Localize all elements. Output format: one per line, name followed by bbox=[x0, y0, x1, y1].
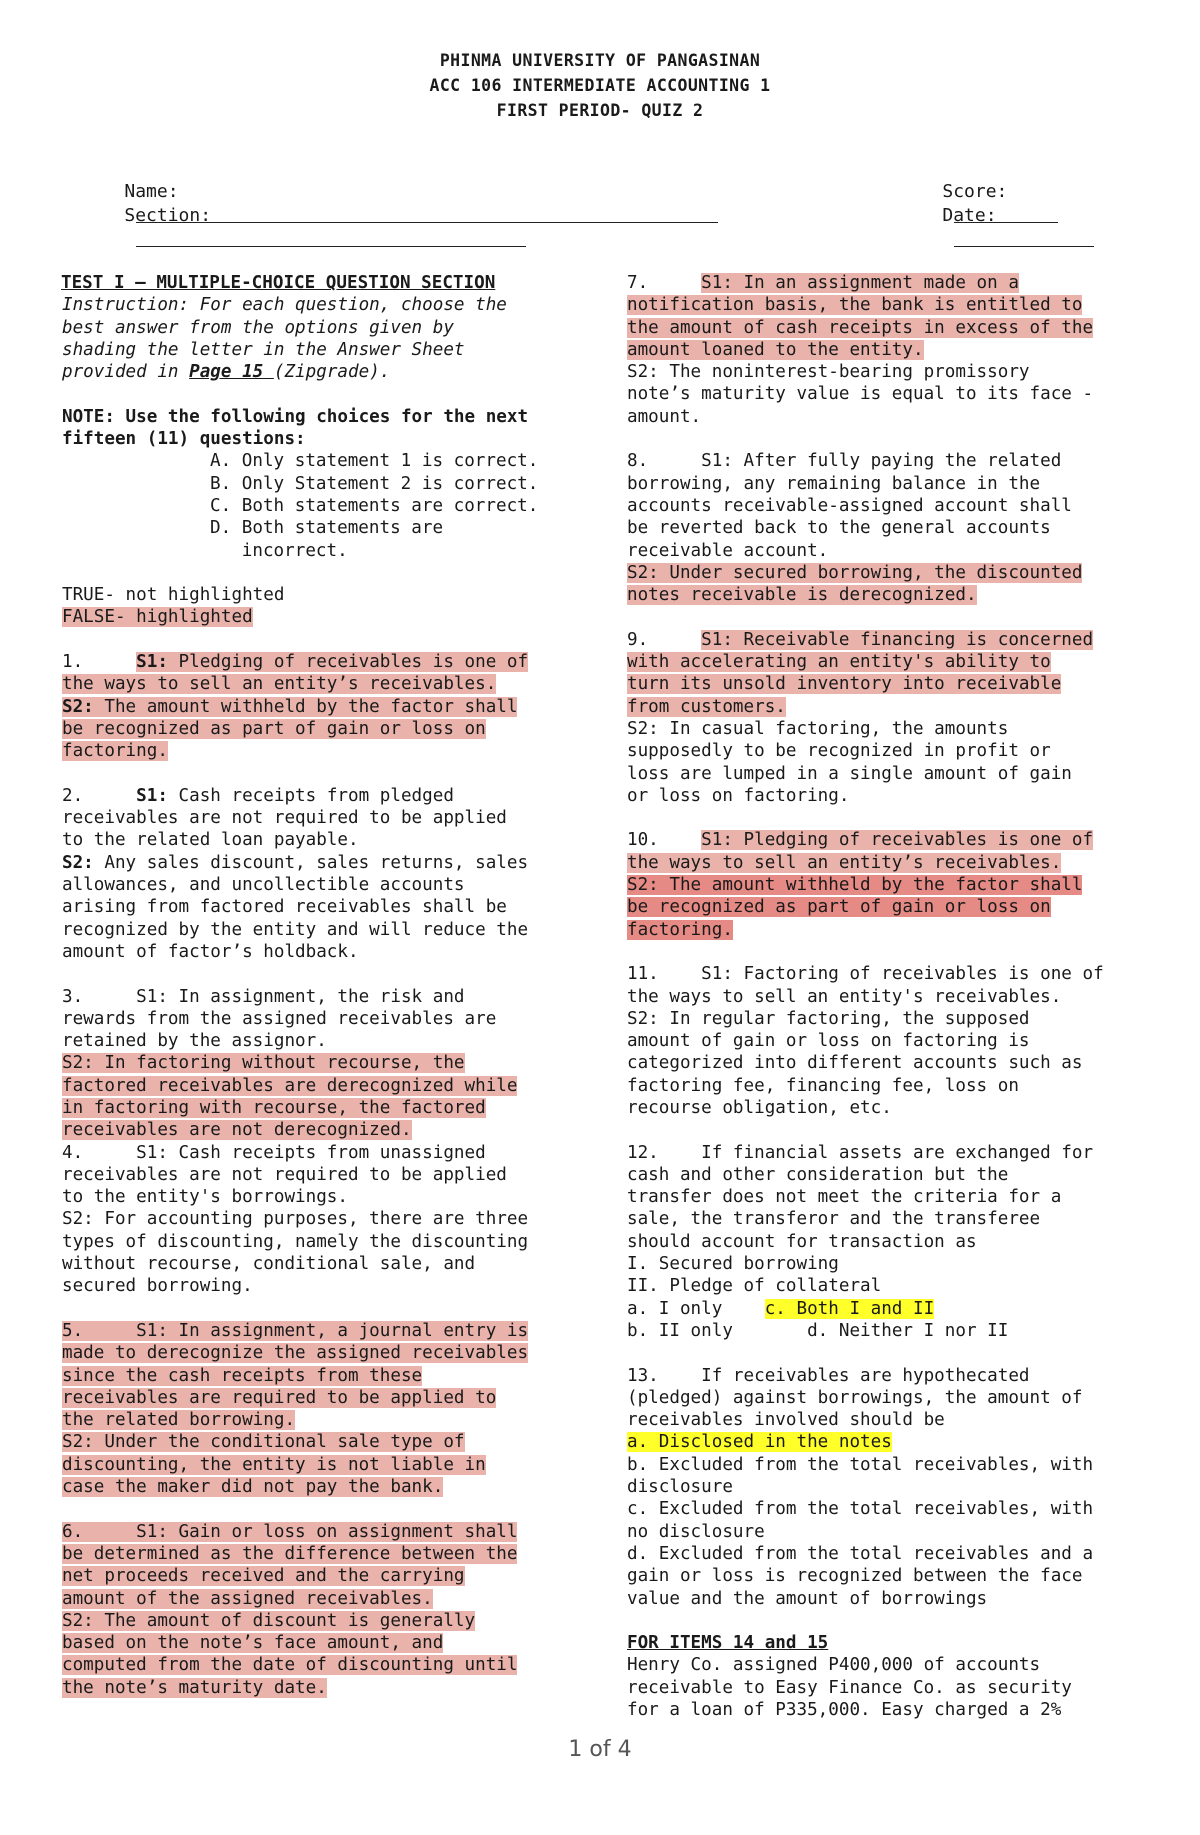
statement-text: factoring. bbox=[62, 741, 168, 762]
statement-text: factored receivables are derecognized while bbox=[62, 1075, 518, 1096]
instruction-line: provided in bbox=[62, 362, 190, 383]
statement-text: turn its unsold inventory into receivable bbox=[627, 674, 1062, 695]
statement-text: secured borrowing. bbox=[62, 1276, 253, 1297]
name-label: Name: bbox=[124, 181, 179, 202]
question-text: 12. If financial assets are exchanged for bbox=[627, 1142, 1094, 1163]
quiz-title: FIRST PERIOD- QUIZ 2 bbox=[496, 101, 704, 120]
question-4 bbox=[62, 1142, 602, 1298]
statement-text: 8. S1: After fully paying the related bbox=[627, 451, 1062, 472]
legend-true: TRUE- not highlighted bbox=[62, 585, 285, 606]
question-text: cash and other consideration but the bbox=[627, 1164, 1009, 1185]
question-text: (pledged) against borrowings, the amount of bbox=[627, 1387, 1083, 1408]
statement-text: recourse obligation, etc. bbox=[627, 1097, 892, 1118]
option-b-cont: disclosure bbox=[627, 1477, 733, 1498]
choice-d-cont: incorrect. bbox=[210, 540, 348, 561]
statement-text: to the entity's borrowings. bbox=[62, 1187, 348, 1208]
items-14-15 bbox=[627, 1632, 1149, 1721]
section-field[interactable] bbox=[81, 180, 526, 278]
problem-text: Henry Co. assigned P400,000 of accounts bbox=[627, 1655, 1041, 1676]
statement-text: amount. bbox=[627, 406, 702, 427]
date-blank[interactable] bbox=[954, 228, 1094, 247]
choice-b: B. Only Statement 2 is correct. bbox=[210, 473, 539, 494]
statement-text: S2: The amount withheld by the factor shall bbox=[627, 875, 1083, 896]
statement-text: the related borrowing. bbox=[62, 1410, 296, 1431]
option-b: b. Excluded from the total receivables, with bbox=[627, 1454, 1094, 1475]
option-c: c. Excluded from the total receivables, with bbox=[627, 1499, 1094, 1520]
statement-text: 5. S1: In assignment, a journal entry is bbox=[62, 1320, 529, 1341]
statement-text: based on the note’s face amount, and bbox=[62, 1633, 444, 1654]
statement-text: be determined as the difference between the bbox=[62, 1543, 518, 1564]
question-number: 1. bbox=[62, 652, 137, 673]
statement-text: be reverted back to the general accounts bbox=[627, 518, 1051, 539]
statement-text: S2: Under secured borrowing, the discounted bbox=[627, 562, 1083, 583]
statement-text: without recourse, conditional sale, and bbox=[62, 1254, 476, 1275]
statement-text: notes receivable is derecognized. bbox=[627, 585, 977, 606]
statement-text: be recognized as part of gain or loss on bbox=[627, 897, 1051, 918]
option-d: d. Neither I nor II bbox=[807, 1320, 1009, 1341]
statement-text: receivable account. bbox=[627, 540, 829, 561]
statement-text: the note’s maturity date. bbox=[62, 1677, 327, 1698]
question-5 bbox=[62, 1320, 602, 1498]
statement-text: 3. S1: In assignment, the risk and bbox=[62, 986, 465, 1007]
note bbox=[62, 406, 602, 451]
option-a-answer: a. Disclosed in the notes bbox=[627, 1432, 892, 1453]
section-label: Section: bbox=[124, 205, 212, 226]
question-text: 13. If receivables are hypothecated bbox=[627, 1365, 1030, 1386]
question-text: should account for transaction as bbox=[627, 1231, 977, 1252]
question-number: 10. bbox=[627, 830, 702, 851]
question-10 bbox=[627, 829, 1149, 940]
problem-text: receivable to Easy Finance Co. as security bbox=[627, 1677, 1072, 1698]
statement-text: or loss on factoring. bbox=[627, 785, 850, 806]
question-number: 9. bbox=[627, 629, 702, 650]
statement-text: 4. S1: Cash receipts from unassigned bbox=[62, 1142, 486, 1163]
statement-text: borrowing, any remaining balance in the bbox=[627, 473, 1041, 494]
question-text: transfer does not meet the criteria for a bbox=[627, 1187, 1062, 1208]
question-1 bbox=[62, 651, 602, 762]
statement-text: Cash receipts from pledged bbox=[167, 785, 454, 806]
question-6 bbox=[62, 1521, 602, 1699]
statement-text: amount of factor’s holdback. bbox=[62, 941, 359, 962]
statement-label: S1: bbox=[136, 652, 168, 673]
statement-text: retained by the assignor. bbox=[62, 1031, 327, 1052]
section-blank[interactable] bbox=[136, 228, 526, 247]
university-name: PHINMA UNIVERSITY OF PANGASINAN bbox=[439, 51, 761, 70]
statement-label: S2: bbox=[62, 852, 94, 873]
statement-text: made to derecognize the assigned receivables bbox=[62, 1343, 529, 1364]
question-8 bbox=[627, 450, 1149, 606]
statement-text: to the related loan payable. bbox=[62, 830, 359, 851]
instruction-line: (Zipgrade). bbox=[273, 362, 391, 383]
choice-a: A. Only statement 1 is correct. bbox=[210, 451, 539, 472]
question-number: 7. bbox=[627, 273, 702, 293]
document-header bbox=[0, 48, 1200, 123]
statement-text: S1: In an assignment made on a bbox=[701, 273, 1019, 293]
choice-d: D. Both statements are bbox=[210, 518, 444, 539]
statement-text: supposedly to be recognized in profit or bbox=[627, 741, 1051, 762]
statement-text: categorized into different accounts such as bbox=[627, 1053, 1083, 1074]
right-column bbox=[627, 272, 1149, 1721]
statement-text: receivables are not derecognized. bbox=[62, 1120, 412, 1141]
statement-text: amount of gain or loss on factoring is bbox=[627, 1031, 1030, 1052]
statement-text: accounts receivable-assigned account shall bbox=[627, 495, 1072, 516]
statement-text: S1: Receivable financing is concerned bbox=[701, 629, 1094, 650]
choice-c: C. Both statements are correct. bbox=[210, 495, 539, 516]
statement-text: The amount withheld by the factor shall bbox=[93, 696, 518, 717]
statement-text: arising from factored receivables shall be bbox=[62, 897, 507, 918]
question-3 bbox=[62, 986, 602, 1142]
instruction bbox=[62, 294, 602, 383]
choices-list bbox=[62, 450, 602, 561]
statement-text: allowances, and uncollectible accounts bbox=[62, 875, 465, 896]
question-text: I. Secured borrowing bbox=[627, 1254, 839, 1275]
statement-text: note’s maturity value is equal to its face - bbox=[627, 384, 1094, 405]
statement-text: recognized by the entity and will reduce the bbox=[62, 919, 529, 940]
legend-false: FALSE- highlighted bbox=[62, 607, 253, 628]
statement-text: S2: In regular factoring, the supposed bbox=[627, 1008, 1030, 1029]
statement-text: S2: For accounting purposes, there are three bbox=[62, 1209, 529, 1230]
statement-text: with accelerating an entity's ability to bbox=[627, 652, 1051, 673]
page-indicator: 1 of 4 bbox=[568, 1737, 632, 1762]
statement-text: Any sales discount, sales returns, sales bbox=[93, 852, 529, 873]
statement-text: case the maker did not pay the bank. bbox=[62, 1477, 444, 1498]
statement-text: factoring. bbox=[627, 919, 733, 940]
left-column bbox=[62, 272, 602, 1699]
statement-text: Pledging of receivables is one of bbox=[167, 652, 529, 673]
page-reference: Page 15 bbox=[189, 362, 274, 383]
note-line: fifteen (11) questions: bbox=[62, 429, 306, 450]
option-c-answer: c. Both I and II bbox=[764, 1298, 935, 1319]
statement-text: since the cash receipts from these bbox=[62, 1365, 423, 1386]
statement-text: discounting, the entity is not liable in bbox=[62, 1454, 486, 1475]
statement-text: the ways to sell an entity's receivables. bbox=[627, 986, 1062, 1007]
score-label: Score: bbox=[942, 181, 1008, 202]
statement-text: receivables are required to be applied to bbox=[62, 1387, 497, 1408]
instruction-line: shading the letter in the Answer Sheet bbox=[62, 339, 465, 360]
option-d-cont: value and the amount of borrowings bbox=[627, 1588, 988, 1609]
statement-text: net proceeds received and the carrying bbox=[62, 1566, 465, 1587]
statement-text: computed from the date of discounting until bbox=[62, 1655, 518, 1676]
instruction-line: best answer from the options given by bbox=[62, 317, 454, 338]
test-title: TEST I – MULTIPLE-CHOICE QUESTION SECTION bbox=[61, 273, 496, 293]
statement-text: amount of the assigned receivables. bbox=[62, 1588, 433, 1609]
statement-text: receivables are not required to be applied bbox=[62, 1164, 507, 1185]
question-12 bbox=[627, 1142, 1149, 1343]
note-line: NOTE: Use the following choices for the next bbox=[62, 406, 529, 427]
question-text: sale, the transferor and the transferee bbox=[627, 1209, 1041, 1230]
question-number: 2. bbox=[62, 785, 137, 806]
question-9 bbox=[627, 629, 1149, 807]
option-d: d. Excluded from the total receivables and a bbox=[627, 1543, 1094, 1564]
section-heading: FOR ITEMS 14 and 15 bbox=[627, 1633, 829, 1654]
statement-text: S2: The noninterest-bearing promissory bbox=[627, 362, 1030, 383]
statement-text: 6. S1: Gain or loss on assignment shall bbox=[62, 1521, 518, 1542]
date-field[interactable] bbox=[899, 180, 1094, 278]
statement-label: S1: bbox=[136, 785, 168, 806]
instruction-line: Instruction: For each question, choose the bbox=[62, 295, 507, 316]
question-2 bbox=[62, 785, 602, 963]
statement-text: S2: In factoring without recourse, the bbox=[62, 1053, 465, 1074]
statement-text: the ways to sell an entity’s receivables. bbox=[627, 852, 1062, 873]
question-7 bbox=[627, 272, 1149, 428]
statement-text: in factoring with recourse, the factored bbox=[62, 1097, 486, 1118]
statement-text: the ways to sell an entity’s receivables. bbox=[62, 674, 497, 695]
option-d-cont: gain or loss is recognized between the face bbox=[627, 1566, 1083, 1587]
option-c-cont: no disclosure bbox=[627, 1521, 765, 1542]
option-a: a. I only bbox=[627, 1298, 765, 1319]
statement-text: the amount of cash receipts in excess of the bbox=[627, 317, 1094, 338]
statement-text: receivables are not required to be applied bbox=[62, 808, 507, 829]
statement-text: amount loaned to the entity. bbox=[627, 339, 924, 360]
statement-text: types of discounting, namely the discounting bbox=[62, 1231, 529, 1252]
option-b: b. II only bbox=[627, 1320, 808, 1341]
statement-text: loss are lumped in a single amount of gain bbox=[627, 763, 1072, 784]
statement-text: S1: Pledging of receivables is one of bbox=[701, 830, 1094, 851]
statement-label: S2: bbox=[62, 696, 94, 717]
question-text: II. Pledge of collateral bbox=[627, 1276, 882, 1297]
statement-text: from customers. bbox=[627, 696, 786, 717]
question-11 bbox=[627, 963, 1149, 1119]
statement-text: notification basis, the bank is entitled to bbox=[627, 295, 1083, 316]
date-label: Date: bbox=[942, 205, 997, 226]
problem-text: for a loan of P335,000. Easy charged a 2% bbox=[627, 1700, 1062, 1720]
statement-text: S2: Under the conditional sale type of bbox=[62, 1432, 465, 1453]
statement-text: 11. S1: Factoring of receivables is one of bbox=[627, 964, 1104, 985]
statement-text: S2: The amount of discount is generally bbox=[62, 1610, 476, 1631]
question-13 bbox=[627, 1365, 1149, 1610]
statement-text: rewards from the assigned receivables are bbox=[62, 1008, 497, 1029]
statement-text: factoring fee, financing fee, loss on bbox=[627, 1075, 1019, 1096]
course-title: ACC 106 INTERMEDIATE ACCOUNTING 1 bbox=[429, 76, 771, 95]
statement-text: S2: In casual factoring, the amounts bbox=[627, 718, 1009, 739]
question-text: receivables involved should be bbox=[627, 1410, 945, 1431]
statement-text: be recognized as part of gain or loss on bbox=[62, 718, 486, 739]
